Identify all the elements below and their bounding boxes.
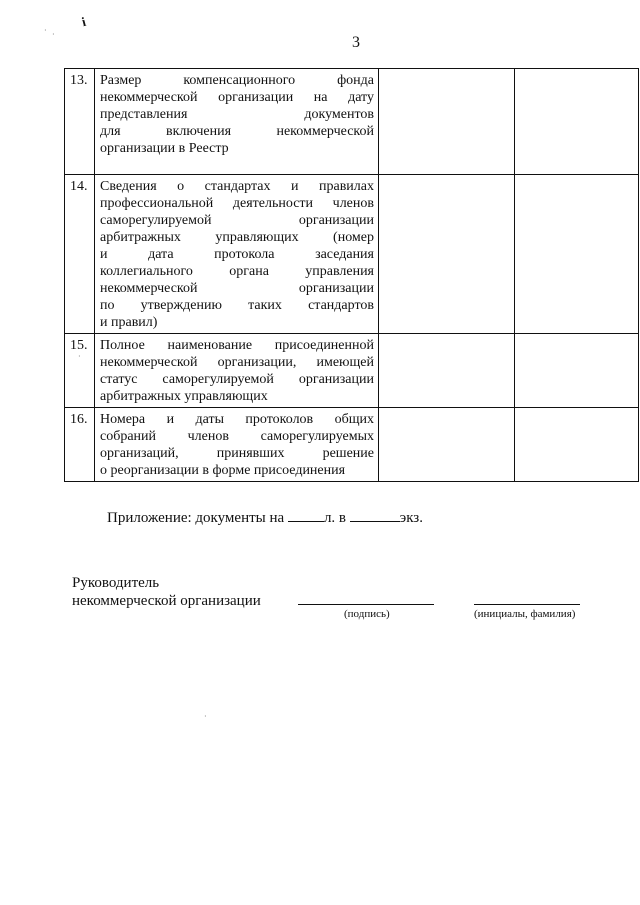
row-number: 14. <box>65 175 95 334</box>
description-line: для включения некоммерческой <box>100 124 374 139</box>
page-number: 3 <box>352 34 360 51</box>
description-line: Размер компенсационного фонда <box>100 73 374 88</box>
description-line: и дата протокола заседания <box>100 247 374 262</box>
value-cell[interactable] <box>379 408 515 482</box>
description-line: Номера и даты протоколов общих <box>100 412 374 427</box>
table-row <box>65 334 639 408</box>
name-caption: (инициалы, фамилия) <box>474 608 576 620</box>
row-number: 15. <box>65 334 95 408</box>
copies-count-field[interactable] <box>350 507 400 522</box>
description-line: арбитражных управляющих (номер <box>100 230 374 245</box>
table-row <box>65 408 639 482</box>
signatory-role-line: Руководитель <box>72 575 160 591</box>
description-line: некоммерческой организации <box>100 281 374 296</box>
scan-speck: · <box>204 712 207 721</box>
table-row <box>65 175 639 334</box>
scan-speck: · <box>52 30 55 39</box>
value-cell[interactable] <box>379 69 515 175</box>
name-field[interactable] <box>474 604 580 605</box>
description-line: собраний членов саморегулируемых <box>100 429 374 444</box>
signatory-role <box>72 574 261 610</box>
description-line: Сведения о стандартах и правилах <box>100 179 374 194</box>
scan-speck: · <box>78 352 81 361</box>
table-row <box>65 69 639 175</box>
signature-caption: (подпись) <box>344 608 390 620</box>
description-line: профессиональной деятельности членов <box>100 196 374 211</box>
registry-info-table <box>64 68 639 482</box>
description-line: организации в Реестр <box>100 141 229 156</box>
signatory-role-line: некоммерческой организации <box>72 593 261 609</box>
corner-handwritten-mark: i <box>79 13 88 30</box>
scan-speck: · <box>44 26 47 35</box>
description-line: некоммерческой организации, имеющей <box>100 355 374 370</box>
row-description <box>95 408 379 482</box>
attachment-line <box>107 507 423 527</box>
description-line: арбитражных управляющих <box>100 389 268 404</box>
value-cell[interactable] <box>379 175 515 334</box>
row-number: 16. <box>65 408 95 482</box>
description-line: коллегиального органа управления <box>100 264 374 279</box>
description-line: и правил) <box>100 315 158 330</box>
description-line: некоммерческой организации на дату <box>100 90 374 105</box>
copies-unit: экз. <box>399 510 423 526</box>
description-line: статус саморегулируемой организации <box>100 372 374 387</box>
row-description <box>95 175 379 334</box>
signature-field[interactable] <box>298 604 434 605</box>
note-cell[interactable] <box>515 408 639 482</box>
sheets-count-field[interactable] <box>288 507 324 522</box>
note-cell[interactable] <box>515 69 639 175</box>
row-description <box>95 69 379 175</box>
sheets-unit: л. в <box>323 510 347 526</box>
row-description <box>95 334 379 408</box>
description-line: представления документов <box>100 107 374 122</box>
value-cell[interactable] <box>379 334 515 408</box>
description-line: о реорганизации в форме присоединения <box>100 463 346 478</box>
row-number: 13. <box>65 69 95 175</box>
description-line: организаций, принявших решение <box>100 446 374 461</box>
note-cell[interactable] <box>515 175 639 334</box>
attachment-prefix: Приложение: документы на <box>107 510 285 526</box>
description-line: саморегулируемой организации <box>100 213 374 228</box>
description-line: Полное наименование присоединенной <box>100 338 374 353</box>
description-line: по утверждению таких стандартов <box>100 298 374 313</box>
note-cell[interactable] <box>515 334 639 408</box>
